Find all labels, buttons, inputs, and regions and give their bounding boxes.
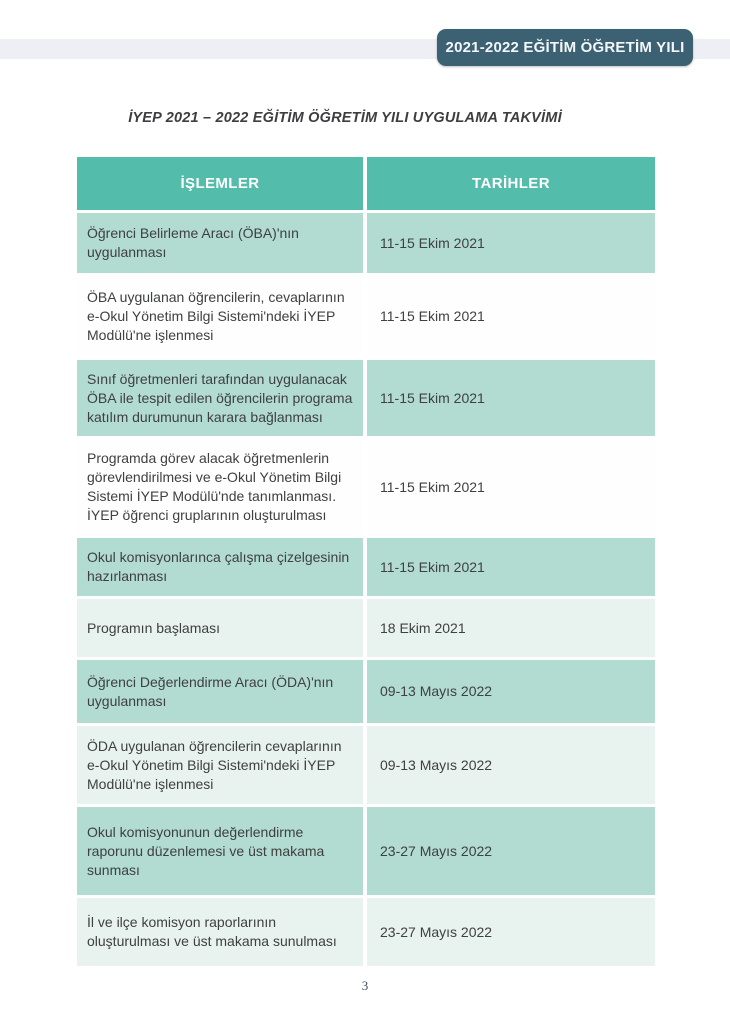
table-row [77,726,655,804]
table-row [77,807,655,895]
tarih-cell: 11-15 Ekim 2021 [367,360,655,436]
islem-cell: Programda görev alacak öğretmenlerin görevlendirilmesi ve e-Okul Yönetim Bilgi Sistemi İYEP Modülü'nde tanımlanması. İYEP öğrenci gruplarının oluşturulması [77,439,363,535]
implementation-calendar-table [77,157,655,966]
school-year-banner [437,29,693,66]
islem-cell: ÖBA uygulanan öğrencilerin, cevaplarının e-Okul Yönetim Bilgi Sistemi'ndeki İYEP Modülü'ne işlenmesi [77,276,363,357]
tarih-cell: 11-15 Ekim 2021 [367,276,655,357]
tarih-cell: 11-15 Ekim 2021 [367,213,655,273]
islem-cell: Öğrenci Belirleme Aracı (ÖBA)'nın uygulanması [77,213,363,273]
column-header-islemler: İŞLEMLER [77,157,363,210]
tarih-cell: 23-27 Mayıs 2022 [367,898,655,966]
school-year-banner-label: 2021-2022 EĞİTİM ÖĞRETİM YILI [445,39,685,56]
tarih-cell: 11-15 Ekim 2021 [367,439,655,535]
tarih-cell: 09-13 Mayıs 2022 [367,726,655,804]
islem-cell: ÖDA uygulanan öğrencilerin cevaplarının e-Okul Yönetim Bilgi Sistemi'ndeki İYEP Modülü'ne işlenmesi [77,726,363,804]
table-row [77,276,655,357]
tarih-cell: 23-27 Mayıs 2022 [367,807,655,895]
tarih-cell: 09-13 Mayıs 2022 [367,660,655,723]
table-row [77,660,655,723]
table-row [77,599,655,657]
page-title: İYEP 2021 – 2022 EĞİTİM ÖĞRETİM YILI UYGULAMA TAKVİMİ [128,110,562,126]
islem-cell: Okul komisyonlarınca çalışma çizelgesinin hazırlanması [77,538,363,596]
islem-cell: Programın başlaması [77,599,363,657]
table-header-row [77,157,655,210]
table-row [77,898,655,966]
islem-cell: İl ve ilçe komisyon raporlarının oluşturulması ve üst makama sunulması [77,898,363,966]
table-row [77,213,655,273]
tarih-cell: 18 Ekim 2021 [367,599,655,657]
islem-cell: Okul komisyonunun değerlendirme raporunu düzenlemesi ve üst makama sunması [77,807,363,895]
table-row [77,360,655,436]
page-number: 3 [361,978,369,993]
islem-cell: Sınıf öğretmenleri tarafından uygulanacak ÖBA ile tespit edilen öğrencilerin programa katılım durumunun karara bağlanması [77,360,363,436]
table-row [77,439,655,535]
islem-cell: Öğrenci Değerlendirme Aracı (ÖDA)'nın uygulanması [77,660,363,723]
column-header-tarihler: TARİHLER [367,157,655,210]
table-row [77,538,655,596]
tarih-cell: 11-15 Ekim 2021 [367,538,655,596]
